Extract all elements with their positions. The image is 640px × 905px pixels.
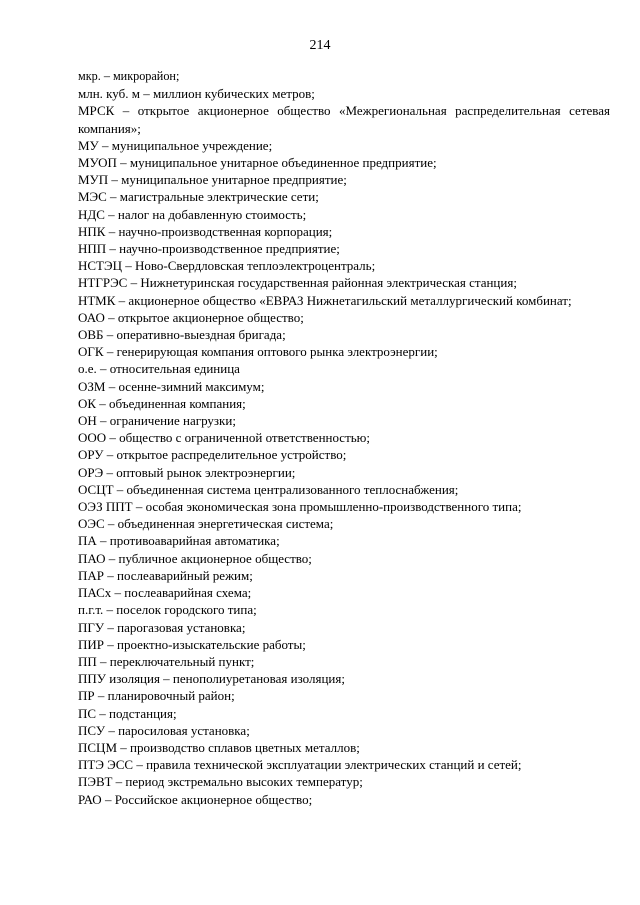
- abbreviation-entry: п.г.т. – поселок городского типа;: [78, 602, 257, 618]
- abbreviation-entry: ОК – объединенная компания;: [78, 395, 246, 411]
- abbreviation-entry: НПК – научно-производственная корпорация;: [78, 223, 333, 239]
- abbreviation-entry: НПП – научно-производственное предприятие;: [78, 241, 340, 257]
- abbreviation-entry: ПА – противоаварийная автоматика;: [78, 533, 280, 549]
- abbreviation-entry: ПАО – публичное акционерное общество;: [78, 550, 312, 566]
- abbreviation-entry: МУ – муниципальное учреждение;: [78, 137, 273, 153]
- abbreviation-entry: ОГК – генерирующая компания оптового рынка электроэнергии;: [78, 344, 438, 360]
- abbreviation-entry: ПЭВТ – период экстремально высоких температур;: [78, 774, 363, 790]
- abbreviation-entry: ПТЭ ЭСС – правила технической эксплуатации электрических станций и сетей;: [78, 757, 522, 773]
- abbreviation-list: [78, 68, 610, 808]
- abbreviation-entry: РАО – Российское акционерное общество;: [78, 791, 313, 807]
- abbreviation-entry: НСТЭЦ – Ново-Свердловская теплоэлектроцентраль;: [78, 258, 376, 274]
- abbreviation-entry: ПАР – послеаварийный режим;: [78, 567, 253, 583]
- abbreviation-entry: МЭС – магистральные электрические сети;: [78, 189, 319, 205]
- abbreviation-entry: ППУ изоляция – пенополиуретановая изоляция;: [78, 671, 345, 687]
- abbreviation-entry: ОВБ – оперативно-выездная бригада;: [78, 327, 286, 343]
- abbreviation-entry: НТГРЭС – Нижнетуринская государственная районная электрическая станция;: [78, 275, 517, 291]
- abbreviation-entry: ПП – переключательный пункт;: [78, 653, 255, 669]
- abbreviation-entry: ПР – планировочный район;: [78, 688, 235, 704]
- page-number: 214: [309, 38, 331, 53]
- abbreviation-entry: ОЭЗ ППТ – особая экономическая зона промышленно-производственного типа;: [78, 499, 522, 515]
- abbreviation-entry: ОЗМ – осенне-зимний максимум;: [78, 378, 265, 394]
- abbreviation-entry: ОРУ – открытое распределительное устройство;: [78, 447, 347, 463]
- abbreviation-entry: НДС – налог на добавленную стоимость;: [78, 206, 307, 222]
- abbreviation-entry: ОАО – открытое акционерное общество;: [78, 309, 304, 325]
- abbreviation-entry: НТМК – акционерное общество «ЕВРАЗ Нижнетагильский металлургический комбинат;: [78, 292, 572, 308]
- abbreviation-entry: ОСЦТ – объединенная система централизованного теплоснабжения;: [78, 481, 459, 497]
- abbreviation-entry: мкр. – микрорайон;: [78, 69, 180, 83]
- abbreviation-entry: МУП – муниципальное унитарное предприятие;: [78, 172, 347, 188]
- abbreviation-entry: ООО – общество с ограниченной ответственностью;: [78, 430, 371, 446]
- abbreviation-entry: ПСЦМ – производство сплавов цветных металлов;: [78, 739, 360, 755]
- abbreviation-entry: млн. куб. м – миллион кубических метров;: [78, 86, 315, 102]
- abbreviation-entry: ПАСх – послеаварийная схема;: [78, 585, 252, 601]
- abbreviation-entry: ПС – подстанция;: [78, 705, 177, 721]
- abbreviation-entry: ОЭС – объединенная энергетическая система;: [78, 516, 334, 532]
- abbreviation-entry: МУОП – муниципальное унитарное объединенное предприятие;: [78, 155, 437, 171]
- abbreviation-entry: ОРЭ – оптовый рынок электроэнергии;: [78, 464, 296, 480]
- abbreviation-entry: ПСУ – паросиловая установка;: [78, 722, 250, 738]
- abbreviation-entry: о.е. – относительная единица: [78, 361, 240, 377]
- abbreviation-entry: ОН – ограничение нагрузки;: [78, 413, 236, 429]
- abbreviation-entry: ПИР – проектно-изыскательские работы;: [78, 636, 306, 652]
- abbreviation-entry: ПГУ – парогазовая установка;: [78, 619, 246, 635]
- abbreviation-entry: МРСК – открытое акционерное общество «Межрегиональная распределительная сетевая компания»;: [78, 103, 610, 136]
